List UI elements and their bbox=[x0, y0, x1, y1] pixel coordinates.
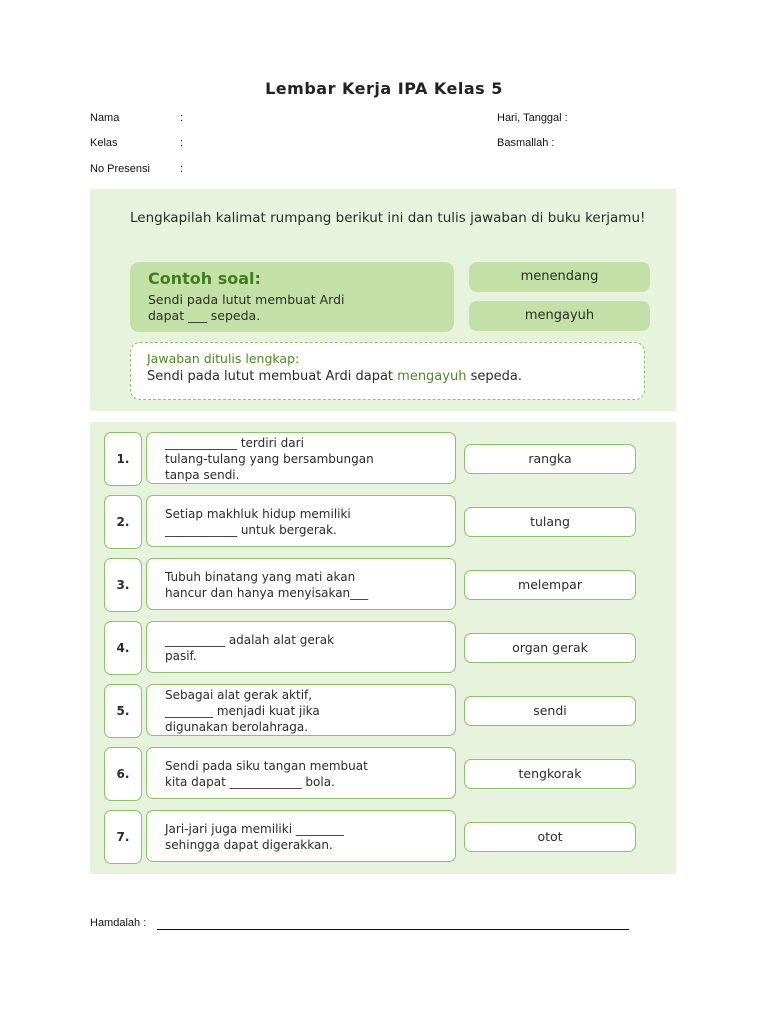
kelas-field[interactable] bbox=[90, 137, 184, 149]
question-number: 5. bbox=[104, 684, 142, 738]
question-line: hancur dan hanya menyisakan___ bbox=[165, 586, 369, 600]
question-line: kita dapat ____________ bola. bbox=[165, 775, 335, 789]
question-line: tulang-tulang yang bersambungan bbox=[165, 452, 374, 466]
question-number: 6. bbox=[104, 747, 142, 801]
question-line: ________ menjadi kuat jika bbox=[165, 704, 320, 718]
example-heading: Contoh soal: bbox=[148, 269, 261, 288]
question-text-box bbox=[146, 684, 456, 736]
question-line: Jari-jari juga memiliki ________ bbox=[165, 822, 344, 836]
example-question-text bbox=[148, 292, 438, 324]
question-line: tanpa sendi. bbox=[165, 468, 240, 482]
question-number: 3. bbox=[104, 558, 142, 612]
question-number: 2. bbox=[104, 495, 142, 549]
hari-tanggal-label: Hari, Tanggal : bbox=[497, 112, 568, 124]
instruction-text: Lengkapilah kalimat rumpang berikut ini dan tulis jawaban di buku kerjamu! bbox=[130, 210, 646, 226]
question-text-box bbox=[146, 432, 456, 484]
example-option: mengayuh bbox=[469, 301, 650, 331]
no-presensi-label: No Presensi bbox=[90, 163, 150, 175]
answer-highlight: mengayuh bbox=[397, 369, 467, 384]
question-line: ____________ untuk bergerak. bbox=[165, 523, 337, 537]
question-line: Sebagai alat gerak aktif, bbox=[165, 688, 313, 702]
question-line: Setiap makhluk hidup memiliki bbox=[165, 507, 351, 521]
nama-colon: : bbox=[180, 112, 184, 124]
question-text-box bbox=[146, 558, 456, 610]
basmallah-label: Basmallah : bbox=[497, 137, 555, 149]
question-line: ____________ terdiri dari bbox=[165, 436, 304, 450]
no-presensi-colon: : bbox=[180, 163, 184, 175]
hamdalah-answer-line[interactable] bbox=[157, 929, 629, 930]
kelas-label: Kelas bbox=[90, 137, 118, 149]
example-line: Sendi pada lutut membuat Ardi bbox=[148, 292, 345, 307]
question-line: sehingga dapat digerakkan. bbox=[165, 838, 333, 852]
answer-option[interactable]: melempar bbox=[464, 570, 636, 600]
question-number: 4. bbox=[104, 621, 142, 675]
question-line: digunakan berolahraga. bbox=[165, 720, 309, 734]
question-line: Sendi pada siku tangan membuat bbox=[165, 759, 368, 773]
question-line: pasif. bbox=[165, 649, 197, 663]
nama-field[interactable] bbox=[90, 112, 184, 124]
kelas-colon: : bbox=[180, 137, 184, 149]
basmallah-field[interactable] bbox=[497, 137, 554, 149]
question-number: 1. bbox=[104, 432, 142, 486]
question-number: 7. bbox=[104, 810, 142, 864]
answer-option[interactable]: sendi bbox=[464, 696, 636, 726]
no-presensi-field[interactable] bbox=[90, 163, 184, 175]
question-line: Tubuh binatang yang mati akan bbox=[165, 570, 356, 584]
answer-option[interactable]: tengkorak bbox=[464, 759, 636, 789]
question-text-box bbox=[146, 747, 456, 799]
answer-option[interactable]: otot bbox=[464, 822, 636, 852]
example-panel bbox=[90, 189, 676, 411]
answer-option[interactable]: organ gerak bbox=[464, 633, 636, 663]
answer-option[interactable]: tulang bbox=[464, 507, 636, 537]
example-line: dapat ___ sepeda. bbox=[148, 308, 261, 323]
question-text-box bbox=[146, 810, 456, 862]
worksheet-title: Lembar Kerja IPA Kelas 5 bbox=[265, 79, 503, 98]
questions-panel bbox=[90, 422, 676, 874]
nama-label: Nama bbox=[90, 112, 120, 124]
hamdalah-label: Hamdalah : bbox=[90, 917, 147, 929]
example-answer-text bbox=[147, 369, 522, 384]
answer-before: Sendi pada lutut membuat Ardi dapat bbox=[147, 369, 398, 384]
question-text-box bbox=[146, 495, 456, 547]
example-answer-box bbox=[130, 342, 645, 400]
example-option: menendang bbox=[469, 262, 650, 292]
question-text-box bbox=[146, 621, 456, 673]
hari-tanggal-field[interactable] bbox=[497, 112, 568, 124]
question-line: __________ adalah alat gerak bbox=[165, 633, 335, 647]
answer-option[interactable]: rangka bbox=[464, 444, 636, 474]
answer-after: sepeda. bbox=[466, 369, 522, 384]
example-answer-heading: Jawaban ditulis lengkap: bbox=[147, 351, 300, 366]
example-question-box bbox=[130, 262, 454, 332]
